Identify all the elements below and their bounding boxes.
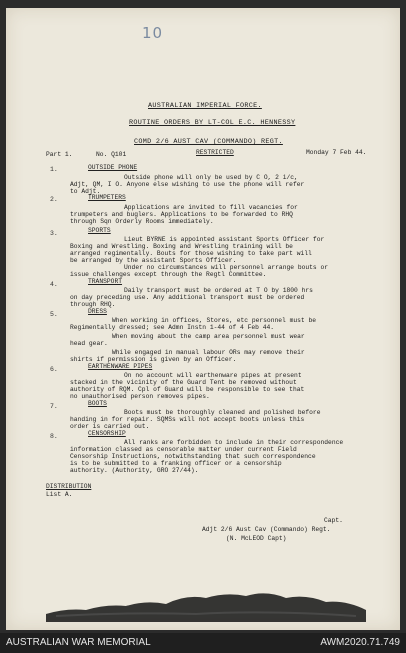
section-number: 1. xyxy=(50,166,58,173)
section-title: CENSORSHIP xyxy=(88,430,126,437)
section-line: When moving about the camp area personnel must wear xyxy=(112,333,305,340)
section-line: Under no circumstances will personnel arrange bouts or xyxy=(124,264,329,271)
section-line: Boots must be thoroughly cleaned and polished before xyxy=(124,409,321,416)
order-number: No. Q101 xyxy=(96,151,127,158)
section-number: 7. xyxy=(50,403,58,410)
section-line: Regimentally dressed; see Admn Instn 1-44 of 4 Feb 44. xyxy=(70,324,275,331)
section-line: Lieut BYRNE is appointed assistant Sports Officer for xyxy=(124,236,325,243)
section-line: When working in offices, Stores, etc personnel must be xyxy=(112,317,317,324)
force-heading: AUSTRALIAN IMPERIAL FORCE. xyxy=(148,102,262,110)
footer-institution: AUSTRALIAN WAR MEMORIAL xyxy=(6,637,151,648)
part-label: Part 1. xyxy=(46,151,73,158)
section-number: 8. xyxy=(50,433,58,440)
section-title: TRANSPORT xyxy=(88,278,123,285)
section-line: All ranks are forbidden to include in their correspondence xyxy=(124,439,344,446)
section-line: shirts if permission is given by an Officer. xyxy=(70,356,237,363)
section-title: OUTSIDE PHONE xyxy=(88,164,138,171)
section-number: 3. xyxy=(50,230,58,237)
section-line: head gear. xyxy=(70,340,108,347)
section-line: through RHQ. xyxy=(70,301,116,308)
section-line: no unauthorised person removes pipes. xyxy=(70,393,210,400)
section-line: Applications are invited to fill vacancies for xyxy=(124,204,298,211)
section-line: On no account will earthenware pipes at present xyxy=(124,372,302,379)
section-number: 2. xyxy=(50,196,58,203)
signature-rank: Capt. xyxy=(324,517,343,524)
section-number: 4. xyxy=(50,281,58,288)
section-line: order is carried out. xyxy=(70,423,150,430)
section-line: Daily transport must be ordered at T O by 1800 hrs xyxy=(124,287,313,294)
section-line: trumpeters and buglers. Applications to be forwarded to RHQ xyxy=(70,211,293,218)
classification-stamp: RESTRICTED xyxy=(196,149,234,156)
section-line: authority of RQM. Cpl of Guard will be responsible to see that xyxy=(70,386,305,393)
section-line: issue challenges except through the Regtl Committee. xyxy=(70,271,267,278)
section-line: While engaged in manual labour ORs may remove their xyxy=(112,349,305,356)
unit-heading: COMD 2/6 AUST CAV (COMMANDO) REGT. xyxy=(134,138,283,146)
order-date: Monday 7 Feb 44. xyxy=(306,149,367,156)
section-line: stacked in the vicinity of the Guard Tent be removed without xyxy=(70,379,297,386)
signature-name: (N. McLEOD Capt) xyxy=(226,535,287,542)
distribution-list: List A. xyxy=(46,491,73,498)
handwritten-page-number: 10 xyxy=(142,24,164,42)
section-number: 6. xyxy=(50,366,58,373)
section-title: SPORTS xyxy=(88,227,111,234)
section-line: Boxing and Wrestling. Boxing and Wrestling training will be xyxy=(70,243,293,250)
section-title: DRESS xyxy=(88,308,107,315)
section-line: arranged regimentally. Bouts for those wishing to take part will xyxy=(70,250,312,257)
section-line: to Adjt. xyxy=(70,188,101,195)
section-title: BOOTS xyxy=(88,400,107,407)
orders-heading: ROUTINE ORDERS BY LT-COL E.C. HENNESSY xyxy=(129,119,296,127)
section-line: handing in for repair. SQMSs will not accept boots unless this xyxy=(70,416,305,423)
section-number: 5. xyxy=(50,311,58,318)
section-line: authority. (Authority, GRO 27/44). xyxy=(70,467,199,474)
document-page xyxy=(6,8,400,630)
footer-accession-number: AWM2020.71.749 xyxy=(320,637,400,648)
scan-smudge-shadow xyxy=(46,584,366,622)
section-line: information classed as censorable matter under current Field xyxy=(70,446,297,453)
section-line: Censorship Instructions, notwithstanding that such correspondence xyxy=(70,453,316,460)
section-line: is to be submitted to a franking officer or a censorship xyxy=(70,460,282,467)
distribution-label: DISTRIBUTION xyxy=(46,483,92,490)
section-title: EARTHENWARE PIPES xyxy=(88,363,153,370)
section-line: Adjt, QM, I O. Anyone else wishing to use the phone will refer xyxy=(70,181,305,188)
signature-title: Adjt 2/6 Aust Cav (Commando) Regt. xyxy=(202,526,331,533)
section-line: Outside phone will only be used by C O, 2 i/c, xyxy=(124,174,298,181)
section-line: be arranged by the assistant Sports Officer. xyxy=(70,257,237,264)
archive-footer xyxy=(0,633,406,653)
section-line: on day preceding use. Any additional transport must be ordered xyxy=(70,294,305,301)
section-line: through Sqn Orderly Rooms immediately. xyxy=(70,218,214,225)
section-title: TRUMPETERS xyxy=(88,194,126,201)
